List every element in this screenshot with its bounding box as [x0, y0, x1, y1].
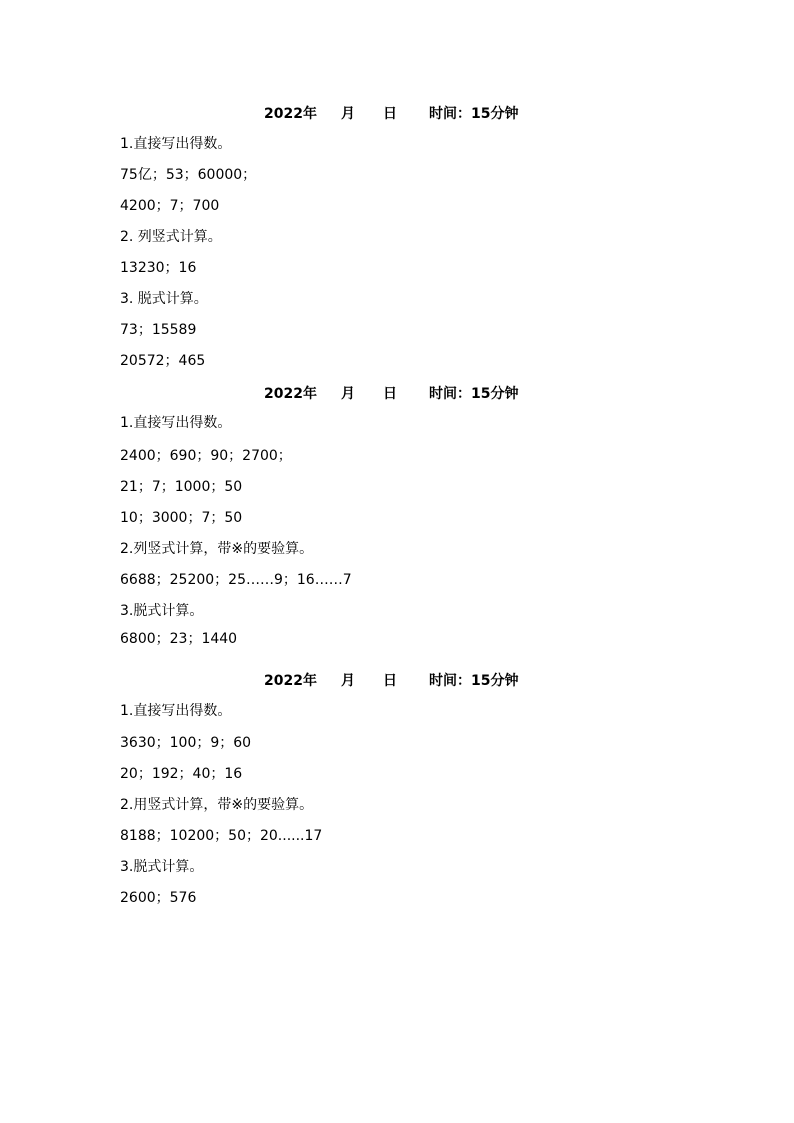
- section-3-answer-line: 20；192；40；16: [120, 766, 243, 782]
- section-2-answer-line: 10；3000；7；50: [120, 510, 243, 526]
- section-2-question-3-title: 3.脱式计算。: [120, 603, 204, 619]
- section-2-question-1-title: 1.直接写出得数。: [120, 415, 232, 431]
- header-year: 2022年: [264, 106, 317, 122]
- section-3-question-3-title: 3.脱式计算。: [120, 859, 204, 875]
- header-time: 时间：15分钟: [429, 673, 519, 689]
- section-2-question-2-title: 2.列竖式计算，带※的要验算。: [120, 541, 314, 557]
- section-3-question-1-title: 1.直接写出得数。: [120, 703, 232, 719]
- section-2-answer-line: 6688；25200；25……9；16……7: [120, 572, 352, 588]
- section-3-answer-line: 2600；576: [120, 890, 197, 906]
- header-year: 2022年: [264, 673, 317, 689]
- section-2-answer-line: 2400；690；90；2700；: [120, 448, 292, 464]
- section-2-answer-line: 6800；23；1440: [120, 631, 238, 647]
- section-3-answer-line: 3630；100；9；60: [120, 735, 252, 751]
- section-1-header: [0, 103, 794, 125]
- section-1-question-1-title: 1.直接写出得数。: [120, 136, 232, 152]
- header-month: 月: [341, 386, 355, 402]
- header-day: 日: [383, 386, 397, 402]
- header-day: 日: [383, 106, 397, 122]
- section-1-question-2-title: 2. 列竖式计算。: [120, 229, 222, 245]
- section-3-question-2-title: 2.用竖式计算，带※的要验算。: [120, 797, 314, 813]
- section-1-question-3-title: 3. 脱式计算。: [120, 291, 208, 307]
- section-1-answer-line: 4200；7；700: [120, 198, 220, 214]
- section-1-answer-line: 13230；16: [120, 260, 197, 276]
- header-year: 2022年: [264, 386, 317, 402]
- header-month: 月: [341, 106, 355, 122]
- section-1-answer-line: 73；15589: [120, 322, 197, 338]
- header-day: 日: [383, 673, 397, 689]
- header-time: 时间：15分钟: [429, 386, 519, 402]
- header-month: 月: [341, 673, 355, 689]
- section-3-header: [0, 670, 794, 692]
- section-1-answer-line: 20572；465: [120, 353, 206, 369]
- section-2-answer-line: 21；7；1000；50: [120, 479, 243, 495]
- section-2-header: [0, 383, 794, 405]
- section-1-answer-line: 75亿；53；60000；: [120, 167, 257, 183]
- header-time: 时间：15分钟: [429, 106, 519, 122]
- section-3-answer-line: 8188；10200；50；20......17: [120, 828, 323, 844]
